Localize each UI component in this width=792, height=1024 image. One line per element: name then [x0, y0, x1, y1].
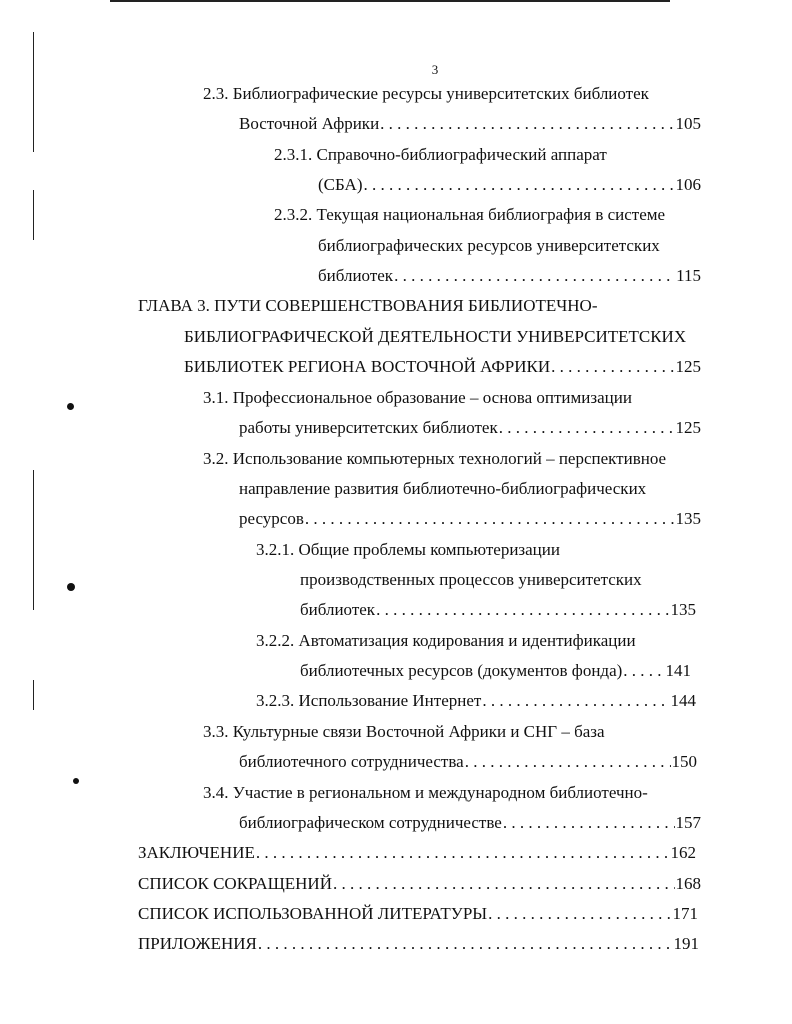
toc-entry-text: производственных процессов университетских: [300, 570, 642, 589]
toc-bibliography: [138, 903, 698, 925]
toc-page-number: 141: [665, 661, 691, 680]
toc-entry-2-3-1: [274, 144, 607, 166]
toc-chapter-3: [138, 295, 598, 317]
toc-entry-3-4-cont: [239, 812, 701, 834]
toc-page-number: 105: [675, 114, 701, 133]
toc-entry-text: библиографическом сотрудничестве: [239, 813, 502, 832]
leader-dots: [258, 933, 673, 955]
leader-dots: [376, 599, 669, 621]
toc-entry-2-3-1-cont: [318, 174, 701, 196]
toc-page-number: 106: [675, 175, 701, 194]
binder-hole-mark: [73, 778, 79, 784]
toc-entry-text: БИБЛИОТЕК РЕГИОНА ВОСТОЧНОЙ АФРИКИ: [184, 357, 551, 376]
toc-entry-3-2-2: [256, 630, 636, 652]
toc-entry-text: 3.2.2. Автоматизация кодирования и идентификации: [256, 631, 636, 650]
toc-entry-text: 3.2.3. Использование Интернет: [256, 691, 482, 710]
toc-entry-text: ГЛАВА 3. ПУТИ СОВЕРШЕНСТВОВАНИЯ БИБЛИОТЕЧНО-: [138, 296, 598, 315]
toc-page-number: 144: [670, 691, 696, 710]
toc-entry-text: библиотечного сотрудничества: [239, 752, 464, 771]
toc-entry-2-3-2-cont: [318, 235, 660, 257]
toc-entry-text: 2.3.2. Текущая национальная библиография в системе: [274, 205, 666, 224]
toc-entry-text: БИБЛИОГРАФИЧЕСКОЙ ДЕЯТЕЛЬНОСТИ УНИВЕРСИТЕТСКИХ: [184, 327, 687, 346]
toc-page-number: 162: [670, 843, 696, 862]
toc-entry-text: ЗАКЛЮЧЕНИЕ: [138, 843, 255, 862]
toc-entry-text: 3.2. Использование компьютерных технологий – перспективное: [203, 449, 667, 468]
toc-page-number: 125: [675, 357, 701, 376]
toc-page-number: 135: [670, 600, 696, 619]
toc-entry-text: Восточной Африки: [239, 114, 380, 133]
page-number: 3: [431, 62, 439, 77]
toc-entry-text: направление развития библиотечно-библиографических: [239, 479, 647, 498]
leader-dots: [482, 690, 669, 712]
toc-entry-text: ПРИЛОЖЕНИЯ: [138, 934, 257, 953]
toc-page-number: 171: [672, 904, 698, 923]
toc-entry-text: 3.1. Профессиональное образование – основа оптимизации: [203, 388, 632, 407]
toc-chapter-3-cont: [184, 326, 686, 348]
toc-entry-3-3: [203, 721, 605, 743]
toc-entry-3-2-cont: [239, 478, 646, 500]
leader-dots: [363, 174, 674, 196]
toc-entry-2-3-2: [274, 204, 665, 226]
toc-conclusion: [138, 842, 696, 864]
leader-dots: [499, 417, 675, 439]
toc-entry-2-3: [203, 83, 649, 105]
binder-hole-mark: [67, 403, 74, 410]
toc-entry-text: ресурсов: [239, 509, 304, 528]
toc-page-number: 125: [675, 418, 701, 437]
binder-hole-mark: [67, 583, 75, 591]
leader-dots: [333, 873, 675, 895]
toc-entry-3-2-end: [239, 508, 701, 530]
toc-entry-text: работы университетских библиотек: [239, 418, 498, 437]
toc-page-number: 135: [675, 509, 701, 528]
toc-entry-3-2-2-cont: [300, 660, 691, 682]
toc-abbreviations: [138, 873, 701, 895]
toc-entry-text: 3.2.1. Общие проблемы компьютеризации: [256, 540, 560, 559]
toc-entry-3-4: [203, 782, 648, 804]
toc-entry-3-2-1-end: [300, 599, 696, 621]
toc-page-number: 150: [671, 752, 697, 771]
scan-left-edge: [33, 680, 34, 710]
toc-appendices: [138, 933, 699, 955]
toc-page-number: 115: [676, 266, 701, 285]
toc-entry-3-2: [203, 448, 666, 470]
scan-top-edge: [110, 0, 670, 2]
toc-entry-text: 3.3. Культурные связи Восточной Африки и СНГ – база: [203, 722, 605, 741]
toc-entry-text: библиотек: [318, 266, 394, 285]
toc-entry-3-2-1-cont: [300, 569, 642, 591]
toc-entry-text: библиографических ресурсов университетских: [318, 236, 660, 255]
toc-entry-2-3-cont: [239, 113, 701, 135]
leader-dots: [623, 660, 664, 682]
toc-entry-3-3-cont: [239, 751, 697, 773]
toc-entry-text: библиотечных ресурсов (документов фонда): [300, 661, 623, 680]
toc-entry-3-2-3: [256, 690, 696, 712]
toc-entry-text: СПИСОК СОКРАЩЕНИЙ: [138, 874, 332, 893]
leader-dots: [465, 751, 671, 773]
leader-dots: [503, 812, 675, 834]
leader-dots: [488, 903, 671, 925]
toc-entry-3-1: [203, 387, 632, 409]
toc-page-number: 157: [675, 813, 701, 832]
leader-dots: [551, 356, 674, 378]
leader-dots: [256, 842, 670, 864]
leader-dots: [394, 265, 675, 287]
scan-left-edge: [33, 32, 34, 152]
toc-entry-3-2-1: [256, 539, 560, 561]
leader-dots: [380, 113, 674, 135]
scan-left-edge: [33, 190, 34, 240]
toc-entry-text: (СБА): [318, 175, 363, 194]
toc-chapter-3-end: [184, 356, 701, 378]
toc-entry-text: 2.3. Библиографические ресурсы университетских библиотек: [203, 84, 649, 103]
toc-entry-text: 2.3.1. Справочно-библиографический аппарат: [274, 145, 607, 164]
toc-entry-2-3-2-end: [318, 265, 701, 287]
scan-left-edge: [33, 470, 34, 610]
toc-entry-text: 3.4. Участие в региональном и международном библиотечно-: [203, 783, 648, 802]
toc-page-number: 191: [673, 934, 699, 953]
toc-entry-text: библиотек: [300, 600, 376, 619]
leader-dots: [305, 508, 675, 530]
toc-entry-3-1-cont: [239, 417, 701, 439]
toc-page-number: 168: [675, 874, 701, 893]
toc-entry-text: СПИСОК ИСПОЛЬЗОВАННОЙ ЛИТЕРАТУРЫ: [138, 904, 488, 923]
